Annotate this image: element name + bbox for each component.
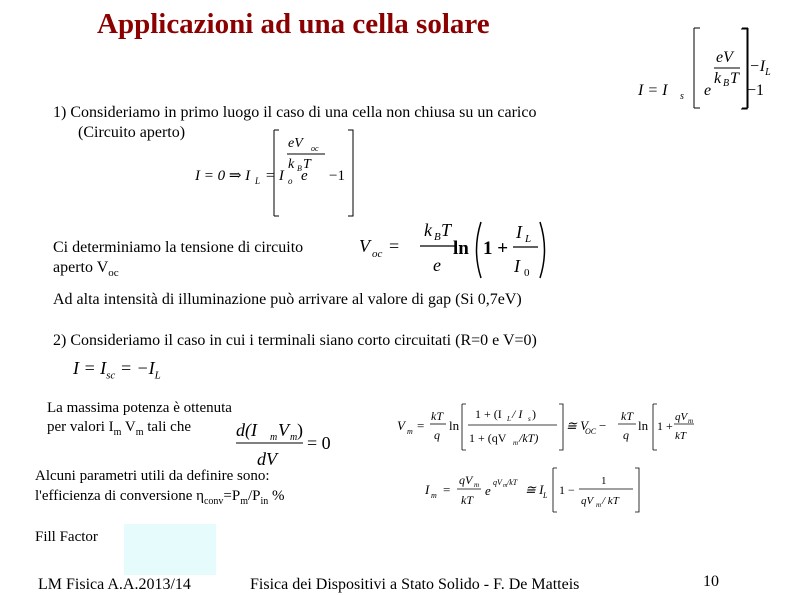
svg-text:k: k <box>424 220 432 240</box>
svg-text:OC: OC <box>585 427 597 436</box>
svg-text:e: e <box>704 82 712 99</box>
svg-text:−1: −1 <box>329 168 345 184</box>
svg-text:m: m <box>688 417 694 425</box>
diode-eq-tail: $-I_L$ <box>749 58 771 79</box>
params-text: Alcuni parametri utili da definire sono: <box>35 468 270 484</box>
svg-text:= I: = I <box>265 168 284 184</box>
svg-text:B: B <box>723 78 730 89</box>
svg-text:s: s <box>528 415 531 423</box>
svg-text:k: k <box>288 157 295 172</box>
svg-text:ln: ln <box>453 238 469 259</box>
fill-factor-box <box>124 524 216 575</box>
voc-equation <box>357 214 552 284</box>
svg-text:kT: kT <box>675 430 686 442</box>
svg-text:≅ I: ≅ I <box>525 482 544 497</box>
svg-text:T: T <box>730 70 739 87</box>
svg-text:B: B <box>434 231 441 243</box>
short-circuit-equation: $I = I_{sc} = -I_L$ <box>73 358 161 382</box>
svg-text:m: m <box>407 427 413 436</box>
svg-text:m: m <box>270 432 278 443</box>
svg-text:qV: qV <box>459 473 473 487</box>
voc-text-2: aperto $V_{oc}$ <box>53 259 119 280</box>
svg-text:ln: ln <box>638 418 649 433</box>
slide-title: Applicazioni ad una cella solare <box>97 8 490 40</box>
svg-text:): ) <box>532 407 536 421</box>
item1-text-2: (Circuito aperto) <box>78 124 186 141</box>
fill-factor-label: Fill Factor <box>35 529 98 545</box>
svg-text:V: V <box>359 236 370 256</box>
svg-text:qV: qV <box>493 478 502 487</box>
svg-text:qV: qV <box>581 495 594 507</box>
svg-text:L: L <box>255 176 261 186</box>
footer-center: Fisica dei Dispositivi a Stato Solido - F. De Matteis <box>250 576 580 593</box>
svg-text:m: m <box>290 432 298 443</box>
svg-text:eV: eV <box>716 49 733 66</box>
svg-text:k: k <box>714 70 722 87</box>
svg-text:1: 1 <box>601 475 607 487</box>
svg-text:I: I <box>514 256 520 276</box>
svg-text:qV: qV <box>675 411 688 423</box>
pmax-text-2: per valori $I_m$ $V_m$ tali che <box>47 419 191 438</box>
svg-text:kT: kT <box>431 409 443 423</box>
svg-text:=: = <box>443 482 451 497</box>
svg-text:V: V <box>397 418 405 433</box>
svg-text:−: − <box>599 418 607 433</box>
svg-text:m: m <box>474 481 480 489</box>
item1-text: 1) Consideriamo in primo luogo il caso di una cella non chiusa su un carico <box>53 104 537 121</box>
footer-left: LM Fisica A.A.2013/14 <box>38 576 191 593</box>
svg-text:d(I: d(I <box>236 420 257 440</box>
page-number: 10 <box>703 573 719 590</box>
svg-text:−1: −1 <box>747 82 765 99</box>
svg-text:≅ V: ≅ V <box>566 418 589 433</box>
svg-text:eV: eV <box>288 136 303 151</box>
svg-text:e: e <box>485 483 491 498</box>
svg-text:/ kT: / kT <box>602 495 619 507</box>
svg-text:/kT): /kT) <box>519 431 539 445</box>
im-equation <box>423 462 698 518</box>
svg-text:e: e <box>301 168 308 184</box>
vm-equation <box>395 398 695 456</box>
svg-text:q: q <box>434 428 440 442</box>
svg-text:V: V <box>278 420 289 440</box>
svg-text:s: s <box>680 91 684 102</box>
svg-text:dV: dV <box>257 449 277 469</box>
svg-text:kT: kT <box>461 493 473 507</box>
svg-text:m: m <box>431 491 437 500</box>
eq-lhs: I = I <box>638 82 668 99</box>
svg-text:L: L <box>525 233 532 245</box>
svg-text:oc: oc <box>311 144 319 153</box>
svg-text:1 +: 1 + <box>657 419 673 433</box>
svg-text:1 +: 1 + <box>483 238 509 259</box>
svg-text:L: L <box>507 415 511 423</box>
svg-text:1 −: 1 − <box>559 483 575 497</box>
svg-text:kT: kT <box>621 409 633 423</box>
svg-text:T: T <box>303 157 311 172</box>
voc-text: Ci determiniamo la tensione di circuito <box>53 239 304 256</box>
svg-text:oc: oc <box>372 248 383 260</box>
svg-text:=: = <box>417 418 425 433</box>
gap-text: Ad alta intensità di illuminazione può arrivare al valore di gap (Si 0,7eV) <box>53 291 522 308</box>
svg-text:ln: ln <box>449 418 460 433</box>
svg-text:T: T <box>441 220 452 240</box>
svg-text:1 + (qV: 1 + (qV <box>469 431 507 445</box>
params-text-2: l'efficienza di conversione $\eta_{conv}=P_m/P_{in}$ % <box>35 488 285 507</box>
svg-text:): ) <box>297 420 303 440</box>
svg-text:m: m <box>596 501 602 509</box>
svg-text:m: m <box>513 439 519 447</box>
pmax-text: La massima potenza è ottenuta <box>47 400 232 416</box>
derivative-equation <box>233 412 345 470</box>
svg-text:q: q <box>623 428 629 442</box>
item2-text: 2) Consideriamo il caso in cui i terminali siano corto circuitati (R=0 e V=0) <box>53 332 537 349</box>
svg-text:L: L <box>543 491 548 500</box>
svg-text:B: B <box>297 164 302 173</box>
svg-text:I: I <box>425 482 430 497</box>
svg-text:I: I <box>516 222 522 242</box>
svg-text:I = 0 ⇒ I: I = 0 ⇒ I <box>195 168 251 184</box>
svg-text:/ I: / I <box>512 407 523 421</box>
svg-text:e: e <box>433 255 441 275</box>
bracket-right <box>740 28 748 110</box>
svg-text:=: = <box>389 236 400 256</box>
svg-text:/kT: /kT <box>507 478 518 487</box>
svg-text:1 + (I: 1 + (I <box>475 407 502 421</box>
svg-text:= 0: = 0 <box>307 433 331 453</box>
open-circuit-equation <box>193 128 383 220</box>
svg-text:o: o <box>288 176 293 186</box>
svg-text:0: 0 <box>524 267 530 279</box>
svg-text:m: m <box>503 483 508 489</box>
